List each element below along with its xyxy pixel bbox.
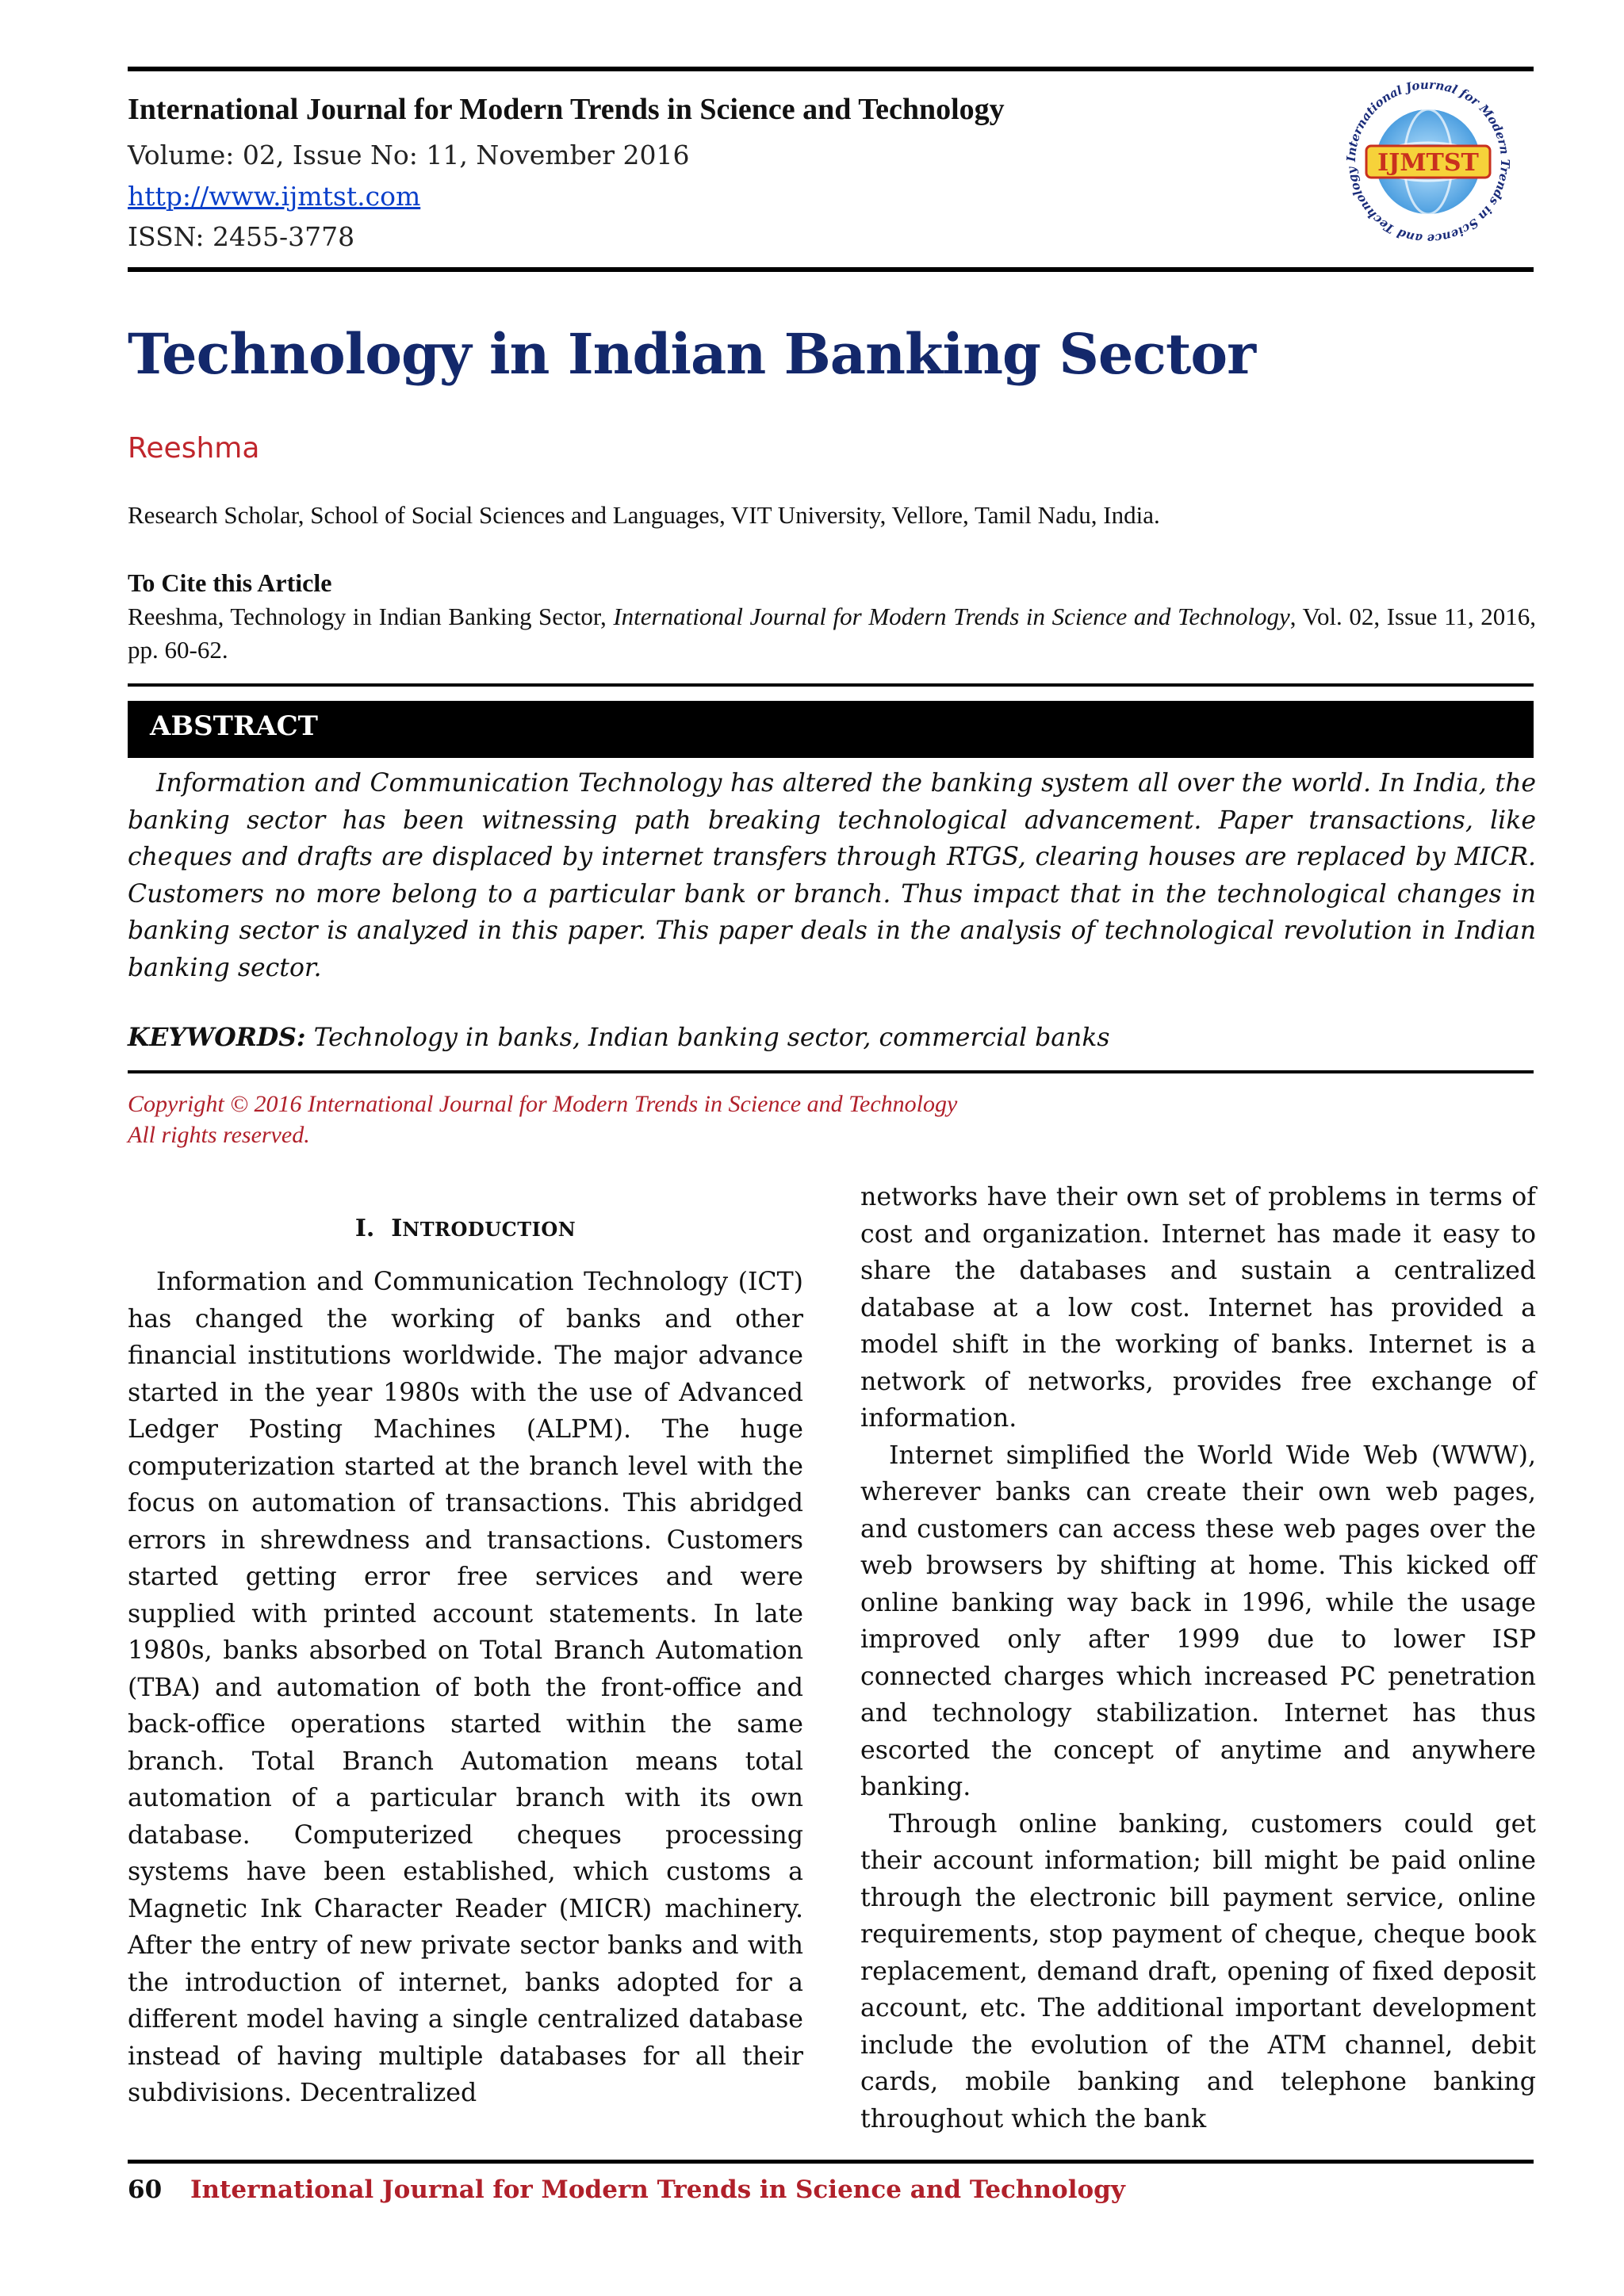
keywords-label: KEYWORDS:: [128, 1023, 306, 1052]
cite-suffix: , Vol. 02, Issue 11, 2016, pp. 60-62.: [128, 603, 1536, 664]
keywords: [128, 1023, 1110, 1052]
journal-url-link[interactable]: http://www.ijmtst.com: [128, 181, 421, 212]
body-column-right: [860, 1179, 1536, 2137]
header-top-rule: [128, 67, 1534, 71]
cite-text: [128, 600, 1536, 667]
copyright: [128, 1089, 957, 1150]
header-bottom-rule: [128, 267, 1534, 272]
section-heading-introduction: [128, 1215, 803, 1242]
body-column-left: [128, 1264, 803, 2112]
copyright-line2: All rights reserved.: [128, 1122, 310, 1148]
keywords-text: Technology in banks, Indian banking sector, commercial banks: [305, 1024, 1110, 1052]
logo-text: IJMTST: [1377, 149, 1479, 177]
paragraph: Internet simplified the World Wide Web (WWW), wherever banks can create their own web pages, and customers can access these web pages over the web browsers by shifting at home. This kicked off online banking way back in 1996, while the usage improved only after 1999 due to lower ISP connected charges which increased PC penetration and technology stabilization. Internet has thus escorted the concept of anytime and anywhere banking.: [860, 1441, 1536, 1801]
issn: ISSN: 2455-3778: [128, 221, 355, 252]
section-number: I.: [354, 1215, 375, 1242]
paragraph: Information and Communication Technology (ICT) has changed the working of banks and other financial institutions worldwide. The major advance started in the year 1980s with the use of Advanced Ledger Posting Machines (ALPM). The huge computerization started at the branch level with the focus on automation of transactions. This abridged errors in shrewdness and transactions. Customers started getting error free services and were supplied with printed account statements. In late 1980s, banks absorbed on Total Branch Automation (TBA) and automation of both the front-office and back-office operations started within the same branch. Total Branch Automation means total automation of a particular branch with its own database. Computerized cheques processing systems have been established, which customs a Magnetic Ink Character Reader (MICR) machinery. After the entry of new private sector banks and with the introduction of internet, banks adopted for a different model having a single centralized database instead of having multiple databases for all their subdivisions. Decentralized: [128, 1268, 803, 2107]
journal-url[interactable]: [128, 181, 420, 212]
paragraph: networks have their own set of problems in terms of cost and organization. Internet has made it easy to share the databases and sustain a centralized database at a low cost. Internet has provided a model shift in the working of banks. Internet is a network of networks, provides free exchange of information.: [860, 1183, 1536, 1433]
abstract-text: Information and Communication Technology has altered the banking system all over the world. In India, the banking sector has been witnessing path breaking technological advancement. Paper transactions, like cheques and drafts are displaced by internet transfers through RTGS, clearing houses are replaced by MICR. Customers no more belong to a particular bank or branch. Thus impact that in the technological changes in banking sector is analyzed in this paper. This paper deals in the analysis of technological revolution in Indian banking sector.: [128, 769, 1536, 982]
cite-journal: International Journal for Modern Trends in Science and Technology: [613, 603, 1290, 630]
footer-journal-name: International Journal for Modern Trends in Science and Technology: [190, 2175, 1125, 2204]
abstract-heading: ABSTRACT: [150, 710, 318, 742]
keywords-bottom-rule: [128, 1070, 1534, 1073]
paper-title: Technology in Indian Banking Sector: [128, 321, 1255, 387]
volume-info: Volume: 02, Issue No: 11, November 2016: [128, 140, 690, 170]
section-title-first: I: [391, 1215, 403, 1242]
cite-prefix: Reeshma, Technology in Indian Banking Sector,: [128, 603, 614, 630]
paragraph: Through online banking, customers could get their account information; bill might be paid online through the electronic bill payment service, online requirements, stop payment of cheque, cheque book replacement, demand draft, opening of fixed deposit account, etc. The additional important development include the evolution of the ATM channel, debit cards, mobile banking and telephone banking throughout which the bank: [860, 1809, 1536, 2133]
logo-ring-text: International Journal for Modern Trends in Science and Technology: [1343, 77, 1513, 247]
journal-name: International Journal for Modern Trends in Science and Technology: [128, 93, 1005, 126]
page-number: 60: [128, 2175, 163, 2204]
author-name: Reeshma: [128, 432, 260, 465]
author-affiliation: Research Scholar, School of Social Sciences and Languages, VIT University, Vellore, Tamil Nadu, India.: [128, 501, 1160, 529]
footer-rule: [128, 2160, 1534, 2164]
section-title-rest: NTRODUCTION: [402, 1218, 576, 1241]
copyright-line1: Copyright © 2016 International Journal for Modern Trends in Science and Technology: [128, 1091, 958, 1117]
abstract-heading-bar: [128, 701, 1534, 758]
cite-bottom-rule: [128, 683, 1534, 687]
journal-logo: [1335, 68, 1522, 255]
cite-heading: To Cite this Article: [128, 568, 332, 597]
